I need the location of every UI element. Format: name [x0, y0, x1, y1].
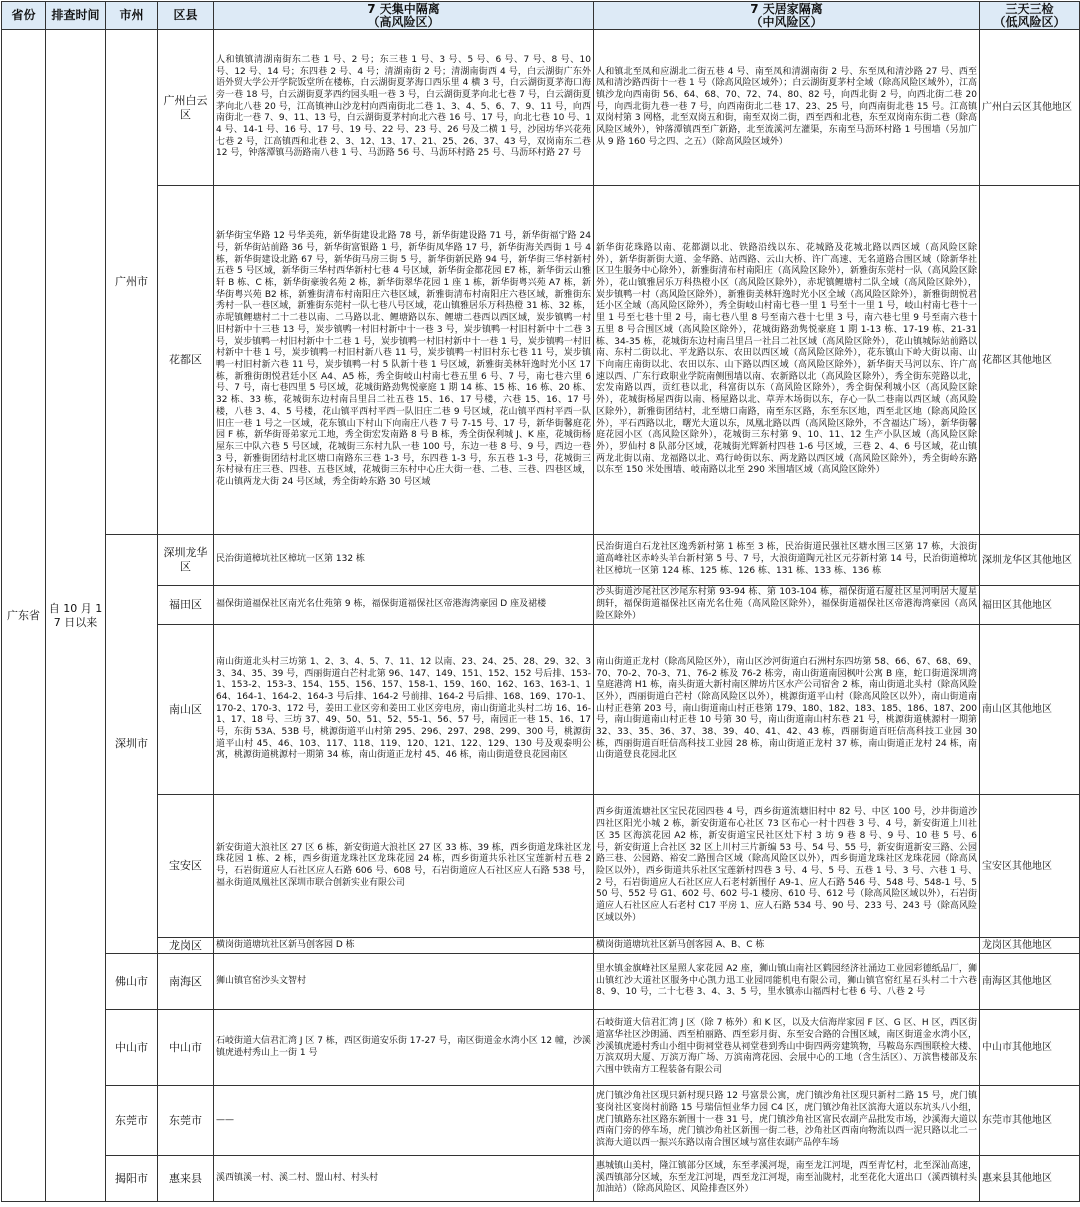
table-row [2, 1156, 1080, 1202]
mid-risk-cell: 横岗街道塘坑社区新马创客园 A、B、C 栋 [594, 938, 980, 954]
high-risk-cell: 新华街宝华路 12 号华美苑，新华街建设北路 78 号，新华街建设路 71 号，新华街福宁路 24 号，新华街站前路 36 号，新华街富银路 1 号，新华街凤华路 17 号，新华街海关西街 1 号 4 栋，新华街建设北路 67 号，新华街马房三街 5 号，新华街新民路 94 号，新华街三华村新村五巷 5 号区域，新华街三华村西华新村七巷 4 号区域，新华街金都花园 E7 栋，新华街云山雅轩 B 栋、C 栋，新华街豪骏名苑 2 栋，新华街翠华花园 1 座 1 栋，新华街粤兴苑 A7 栋，新华街粤兴苑 B2 栋，新雅街清布村南阳庄六巷区域，新雅街清布村南阳庄六巷区域，新雅街东秀村一队一巷区域，新雅街东莞村一队七巷八号区域，花山镇雅居乐万科热橙 31 栋、32 栋，赤坭镇鲤塘村二十二巷以南、二马路以北、鲤塘路以东、鲤塘二巷西以西区域，炭步镇鸭一村旧村新中十三巷 13 号，炭步镇鸭一村旧村新中十一巷 3 号，炭步镇鸭一村旧村新中十二巷 3 号，炭步镇鸭一村旧村新中十二巷 1 号，炭步镇鸭一村旧村新中十一巷 1 号，炭步镇鸭一村旧村新中十巷 1 号，炭步镇鸭一村旧村新八巷 11 号，炭步镇鸭一村旧村东七巷 11 号，炭步镇鸭一村旧村新六巷 11 号，炭步镇鸭一村 5 队新十巷 1 号区域，新雅街美林轩逸时光小区 17 栋，新雅街朗悦君廷小区 A4、A5 栋，秀全街岐山村南七巷五里 6 号、7 号，南七巷六里 6 号、7 号，南七巷四里 5 号区域，花城街路劲隽悦豪庭 1 期 14 栋、15 栋、16 栋、20 栋、32 栋、33 栋，花城街东边村南吕里吕二社五巷 15、16、17 号楼，六巷 15、16、17 号楼，八巷 3、4、5 号楼，花山镇平西村平西一队旧庄二巷 9 号区域，花山镇平西村平西一队旧庄一巷 1 号之一区域，花东镇山下村山下向南庄八巷 7 号 7-15 号、17 号，新华街馨庭花园 F 栋，新华街哥弟家元工地，秀全街宏发南路 8 号 B 栋，秀全街保利城 J、K 座，花城街杨屋东三中队六巷 5 号区域，花城街三东村九队一巷 100 号，东边一巷 8 号、9 号，西边一巷 3 号，新雅街团结村北区塘口南路东三巷 1-3 号，东四巷 1-3 号，东五巷 1-3 号，花城街三东村禄有庄三巷、四巷、五巷区域，花城街三东村中心庄大街一巷、二巷、三巷、四巷区域，花山镇两龙大街 24 号区域，秀全街岭东路 30 号区域 [214, 186, 594, 535]
risk-area-table [1, 1, 1080, 1202]
city-cell-zhongshan: 中山市 [106, 1010, 158, 1086]
header-low-sub: （低风险区） [993, 14, 1066, 29]
mid-risk-cell: 人和镇北至凤和应湖北二街五巷 4 号、南至凤和清湖南街 2 号、东至凤和清沙路 27 号、西至凤和清沙路西街十一巷 1 号（除高风险区域外）；白云湖街夏茅村全域（除高风险区域外），江高镇沙龙向西南街 56、64、68、70、72、74、80、82 号，向西北街 2 号，向西北街二巷 20 号，向西北街九巷一巷 7 号，向西南街北二巷 17、23、25 号，向西南街北巷 15 号。江高镇双岗村第 3 网格，北至双岗五和街，南至双岗二街，西至西和北巷，东至双岗南东街二巷（除高风险区域外），钟落潭镇西至广新路，北至流溪河左灌渠，东南至马沥环村路 1 号围墙（另加广从 9 路 160 号之四、之五）（除高风险区域外） [594, 30, 980, 186]
low-risk-cell: 深圳龙华区其他地区 [980, 535, 1080, 586]
high-risk-cell: 民治街道樟坑社区樟坑一区第 132 栋 [214, 535, 594, 586]
header-city: 市州 [106, 2, 158, 30]
low-risk-cell: 中山市其他地区 [980, 1010, 1080, 1086]
district-cell: 宝安区 [158, 795, 214, 938]
city-cell-jieyang: 揭阳市 [106, 1156, 158, 1202]
header-district: 区县 [158, 2, 214, 30]
header-low-risk [980, 2, 1080, 30]
mid-risk-cell: 南山街道正龙村（除高风险区外），南山区沙河街道白石洲村东四坊第 58、66、67、68、69、70、70-2、70-3、71、76-2 栋及 76-2 栋旁，南山街道南园枫叶公寓 B 座，蛇口街道深圳湾皇庭港湾 H1 栋，南头街道大新村南区牌坊片区水产公司宿舍 2 栋，南山街道北头村（除高风险区外），西丽街道白芒村（除高风险区以外），桃源街道平山村（除高风险区以外），南山街道南山村正巷第 203 号，南山街道南山村正巷第 179、180、182、183、185、186、187、200 号，南山街道南山村正巷 10 号第 30 号，南山街道南山村东巷 21 号，桃源街道桃源村一期第 32、33、35、36、37、38、39、40、41、42、43 栋，西丽街道百旺信高科技工业园 30 栋，西丽街道百旺信高科技工业园 28 栋，南山街道正龙村 37 栋，南山街道正龙村 24 栋，南山街道登良花园北区 [594, 625, 980, 795]
high-risk-cell: 石岐街道大信君汇湾 J 区 7 栋，西区街道安乐街 17-27 号，南区街道金水湾小区 12 幢，沙溪镇虎逊村秀山上一街 1 号 [214, 1010, 594, 1086]
table-row [2, 938, 1080, 954]
high-risk-cell: 南山街道北头村三坊第 1、2、3、4、5、7、11、12 以南、23、24、25、28、29、32、33、34、35、39 号，西丽街道白芒村北第 96、147、149、151、152、152 号后排、153-1、153-2、153-3、154、155、156、157、158-1、159、160、162、163、163-1、164、164-1、164-2、164-3 号后排、164-2 号前排、164-2 号后排、168、169、170-1、170-2、170-3、172 号，姜田工业区旁和姜田工业区旁电房，南山街道北头村二坊 16、16-1、17、18 号、三坊 37、49、50、51、52、55-1、56、57 号，南园正一巷 15、16、17 号，东街 53A、53B 号，桃源街道平山村第 295、296、297、298、299、300 号，桃源街道平山村 45、46、103、117、118、119、120、121、122、129、130 号及观泰明公寓，桃源街道桃源村一期第 34 栋，南山街道正龙村 45、46 栋，南山街道登良花园南区 [214, 625, 594, 795]
low-risk-cell: 南海区其他地区 [980, 954, 1080, 1010]
district-cell: 南山区 [158, 625, 214, 795]
mid-risk-cell: 民治街道白石龙社区逸秀新村第 1 栋至 3 栋，民治街道民强社区塘水围三区第 17 栋，大浪街道高峰社区赤岭头羊台新村第 5 号、7 号，大浪街道陶元社区元芬新村第 14 号，民治街道樟坑社区樟坑一区第 124 栋、125 栋、126 栋、131 栋、133 栋、136 栋 [594, 535, 980, 586]
header-province: 省份 [2, 2, 46, 30]
table-row [2, 186, 1080, 535]
table-row [2, 1086, 1080, 1156]
header-row [2, 2, 1080, 30]
low-risk-cell: 南山区其他地区 [980, 625, 1080, 795]
table-row [2, 586, 1080, 625]
mid-risk-cell: 里水镇金旗峰社区星照人家花园 A2 座，狮山镇山南社区鹤园经济社涌边工业园彩德纸品厂，狮山镇红沙大道社区服务中心凯力迅工业园同能机电有限公司，狮山镇官窑红星石头村二十六巷 8、9、10 号，二十七巷 3、4、3、5 号，里水镇赤山福西村七巷 6 号、八巷 2 号 [594, 954, 980, 1010]
table-row [2, 30, 1080, 186]
header-time: 排查时间 [46, 2, 106, 30]
low-risk-cell: 宝安区其他地区 [980, 795, 1080, 938]
low-risk-cell: 广州白云区其他地区 [980, 30, 1080, 186]
header-low-title: 三天三检 [1005, 1, 1054, 16]
district-cell: 南海区 [158, 954, 214, 1010]
header-high-risk [214, 2, 594, 30]
district-cell: 福田区 [158, 586, 214, 625]
low-risk-cell: 花都区其他地区 [980, 186, 1080, 535]
mid-risk-cell: 沙头街道沙尾社区沙尾东村第 93-94 栋、第 103-104 栋，福保街道石厦社区星河明居大厦星朗轩，福保街道福保社区南光名仕苑（高风险区除外），福保街道福保社区帝港海湾豪园（高风险区除外） [594, 586, 980, 625]
mid-risk-cell: 新华街花珠路以南、花都湖以北、铁路沿线以东、花城路及花城北路以西区域（高风险区除外），新华街新街大道、金华路、站西路、云山大桥、许广高速、无名道路合围区域（除新华社区卫生服务中心除外），新雅街清布村南阳庄（高风险区除外），新雅街东莞村一队（高风险区除外），花山镇雅居乐万科热橙小区（高风险区除外），赤坭镇鲤塘村二队全域（高风险区除外），炭步镇鸭一村（高风险区除外），新雅街美林轩逸时光小区全域（高风险区除外），新雅街朗悦君廷小区全域（高风险区除外），秀全街岐山村南七巷一里 1 号至十一里 1 号，岐山村南七巷十一里 1 号至七巷十里 2 号，南七巷八里 8 号至南六巷十七里 3 号，南六巷七里 9 号至南六巷十五里 8 号合围区域（高风险区除外），花城街路劲隽悦豪庭 1 期 1-13 栋、17-19 栋、21-31 栋、34-35 栋，花城街东边村南吕里吕一社吕二社区域（高风险区除外），花山镇城际站前路以南、东村二街以北、平龙路以东、农田以西区域（高风险区除外），花东镇山下岭大街以南、山下向南庄南街以北、农田以东、山下路以西区域（高风险区除外），新华街天马河以东、许广高速以西、广东行政职业学院南侧围墙以南、农新路以北（高风险区除外），秀全街东莞路以北，宏发南路以西，贡红巷以北，科富街以东（高风险区除外），秀全街保利城小区（高风险区除外），花城街杨屋西街以南、杨屋路以北、草弄木场街以东，存心一队二巷南以西区域（高风险区除外），新雅街团结村，北至塘口南路，南至东区路，东至东区地，西至北区地（除高风险区外），平石西路以北，曙光大道以东，凤凰北路以西（高风险区除外，不含福达广场），新华街馨庭花园小区（高风险区除外），花城街三东村第 9、10、11、12 生产小队区域（高风险区除外），罗仙村 8 队部分区域，花城街光辉新村四巷 1-6 号区域，三巷 2、4、6 号区域，花山镇两龙北街以南、龙福路以北、鸡行岭街以东、两龙路以西区域（高风险区除外），秀全街岭东路以东至 150 米处围墙、岐南路以北至 290 米围墙区域（高风险区除外） [594, 186, 980, 535]
table-row [2, 954, 1080, 1010]
city-cell-guangzhou: 广州市 [106, 30, 158, 535]
mid-risk-cell: 惠城镇山美村，隆江镇部分区域，东至孝溪河堤，南至龙江河堤，西至青忆村，北至深汕高速，溪西镇部分区域，东至龙江河堤，西至龙江河堤，南至汕陇村，北至花化大道出口（溪西镇村头加油站）（除高风险区、风险排查区外） [594, 1156, 980, 1202]
table-row [2, 1010, 1080, 1086]
district-cell: 花都区 [158, 186, 214, 535]
district-cell: 广州白云区 [158, 30, 214, 186]
low-risk-cell: 惠来县其他地区 [980, 1156, 1080, 1202]
low-risk-cell: 东莞市其他地区 [980, 1086, 1080, 1156]
high-risk-cell: 福保街道福保社区南光名仕苑第 9 栋，福保街道福保社区帝港海湾豪园 D 座及裙楼 [214, 586, 594, 625]
district-cell: 惠来县 [158, 1156, 214, 1202]
district-cell: 中山市 [158, 1010, 214, 1086]
high-risk-cell: 横岗街道塘坑社区新马创客园 D 栋 [214, 938, 594, 954]
table-row [2, 535, 1080, 586]
low-risk-cell: 福田区其他地区 [980, 586, 1080, 625]
table-row [2, 795, 1080, 938]
high-risk-cell: 狮山镇官窑沙头文智村 [214, 954, 594, 1010]
district-cell: 深圳龙华区 [158, 535, 214, 586]
city-cell-shenzhen: 深圳市 [106, 535, 158, 954]
district-cell: 龙岗区 [158, 938, 214, 954]
high-risk-cell: 新安街道大浪社区 27 区 6 栋，新安街道大浪社区 27 区 33 栋、39 栋，西乡街道龙珠社区龙珠花园 1 栋、2 栋，西乡街道龙珠社区龙珠花园 24 栋，西乡街道共乐社区宝莲新村五巷 2 号，石岩街道应人石社区应人石路 606 号、608 号，石岩街道应人石社区应人石路 538 号，福永街道凤凰社区深圳市联合创新实业有限公司 [214, 795, 594, 938]
table-row [2, 625, 1080, 795]
header-mid-sub: （中风险区） [750, 14, 823, 29]
header-high-title: 7 天集中隔离 [367, 1, 440, 16]
high-risk-cell: 人和镇镇清湖南街东二巷 1 号、2 号；东三巷 1 号、3 号、5 号、6 号、7 号、8 号、10 号、12 号、14 号；东四巷 2 号、4 号；清湖南街 2 号；清湖南街西 4 号，白云湖街广东外语外贸大学公开学院饭堂所在楼栋，白云湖街夏茅海口西乐里 4 横 3 号，白云湖街夏茅海口海旁一巷 18 号，白云湖街夏茅西约园头咀一巷 3 号，白云湖街夏茅向北七巷 7 号，白云湖街夏茅向北八巷 20 号，江高镇神山沙龙村向西南街北二巷 1、3、4、5、6、7、9、11 号，向西南街北一巷 7、9、11、13 号，白云湖街夏茅村向北六巷 16 号、17 号，向北七巷 10 号、14 号、14-1 号、16 号、17 号、19 号、22 号、23 号、26 号及二横 1 号，沙园坊华兴花苑七巷 2 号，江高镇西和北巷 2、3、12、13、17、21、25、26、37、43 号，双岗南东二巷 12 号，钟落潭镇马沥路南八巷 1 号、马沥路 56 号、马沥环村路 25 号、马沥环村路 27 号 [214, 30, 594, 186]
high-risk-cell: 溪西镇溪一村、溪二村、盟山村、村头村 [214, 1156, 594, 1202]
district-cell: 东莞市 [158, 1086, 214, 1156]
header-mid-title: 7 天居家隔离 [750, 1, 823, 16]
mid-risk-cell: 石岐街道大信君汇湾 J 区（除 7 栋外）和 K 区，以及大信海岸家园 F 区、G 区、H 区，西区街道富华社区沙朗涌、西至柏丽路、西至彩月街、东至安合路的合围区域，南区街道金水湾小区，沙溪镇虎逊村秀山小组中街祠堂巷从祠堂巷到秀山中街四两旁建筑物，马鞍岛东西围联检大楼、万滨双玥大厦、万滨万海广场、万滨南湾花园、会展中心的工地（含生活区）、万滨售楼部及东六围中铁南方工程装备有限公司 [594, 1010, 980, 1086]
header-high-sub: （高风险区） [367, 14, 440, 29]
header-mid-risk [594, 2, 980, 30]
province-cell: 广东省 [2, 30, 46, 1202]
mid-risk-cell: 虎门镇沙角社区现只新村现只路 12 号富景公寓，虎门镇沙角社区现只新村二路 15 号，虎门镇宴岗社区宴岗村前路 15 号瑞信恒业华力园 C4 区，虎门镇沙角社区滨海大道以东坑头八小组，虎门镇路东社区路东新围十一巷 31 号，虎门镇沙角社区富民农副产品批发市场，沙溪海大道以西南门旁的停车场，虎门镇沙角社区新围一街二巷，沙角社区西南向物流以西一泥只路以北二一滨海大道以西一振兴东路以南合围区域与富佳农副产品停车场 [594, 1086, 980, 1156]
city-cell-dongguan: 东莞市 [106, 1086, 158, 1156]
time-cell: 自 10 月 17 日以来 [46, 30, 106, 1202]
mid-risk-cell: 西乡街道流塘社区宝民花园四巷 4 号，西乡街道流塘旧村中 82 号、中区 100 号，沙井街道沙四社区阳光小城 2 栋，新安街道布心社区 73 区布心一村十四巷 3 号、4 号，新安街道上川社区 35 区海滨花园 A2 栋，新安街道宝民社区灶下村 3 坊 9 巷 8 号、9 号、10 巷 5 号、6 号，新安街道上合社区 32 区上川村三片新编 53 号、54 号、55 号，新安街道新安三路、公园路三巷、公园路、裕安二路围合区域（除高风险区以外），西乡街道龙珠社区龙珠花园（除高风险区以外），西乡街道共乐社区宝莲新村四巷 3 号、4 号、5 号、五巷 1 号、3 号、六巷 1 号、2 号，石岩街道应人石社区应人石老村新围仔 A9-1、应人石路 546 号、548 号、548-1 号、550 号、552 号 G1、602 号、602 号-1 楼房、610 号、612 号（除高风险区域以外），石岩街道应人石社区应人石老村 C17 平房 1、应人石路 534 号、90 号、233 号、243 号（除高风险区域以外） [594, 795, 980, 938]
city-cell-foshan: 佛山市 [106, 954, 158, 1010]
low-risk-cell: 龙岗区其他地区 [980, 938, 1080, 954]
high-risk-cell: —— [214, 1086, 594, 1156]
